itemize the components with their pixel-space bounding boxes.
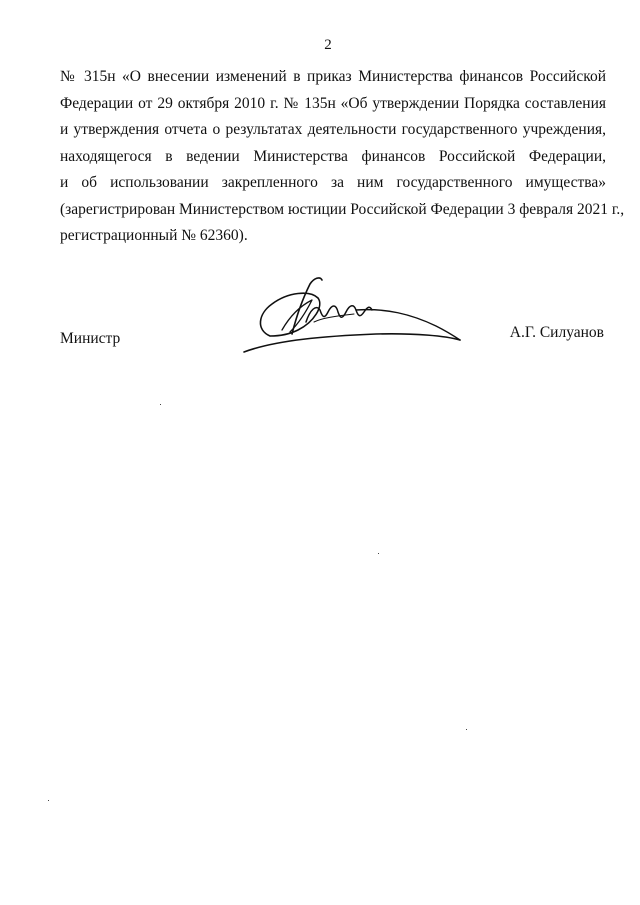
scan-speck — [48, 800, 49, 801]
paragraph-line: (зарегистрирован Министерством юстиции Российской Федерации 3 февраля 2021 г., — [60, 200, 625, 218]
paragraph-line: и об использовании закрепленного за ним государственного имущества» — [60, 174, 606, 191]
signatory-name: А.Г. Силуанов — [509, 324, 604, 341]
scan-speck — [378, 553, 379, 554]
scan-speck — [466, 729, 467, 730]
paragraph-line: № 315н «О внесении изменений в приказ Министерства финансов Российской — [60, 68, 606, 85]
paragraph-line: Федерации от 29 октября 2010 г. № 135н «Об утверждении Порядка составления — [60, 94, 606, 112]
body-paragraph — [60, 64, 625, 250]
page-number: 2 — [324, 37, 332, 53]
paragraph-line: находящегося в ведении Министерства финансов Российской Федерации, — [60, 147, 606, 165]
handwritten-signature — [236, 270, 468, 362]
paragraph-line: и утверждения отчета о результатах деятельности государственного учреждения, — [60, 121, 606, 138]
signatory-title: Министр — [60, 330, 121, 347]
scan-speck — [160, 404, 161, 405]
paragraph-line: регистрационный № 62360). — [60, 227, 248, 244]
